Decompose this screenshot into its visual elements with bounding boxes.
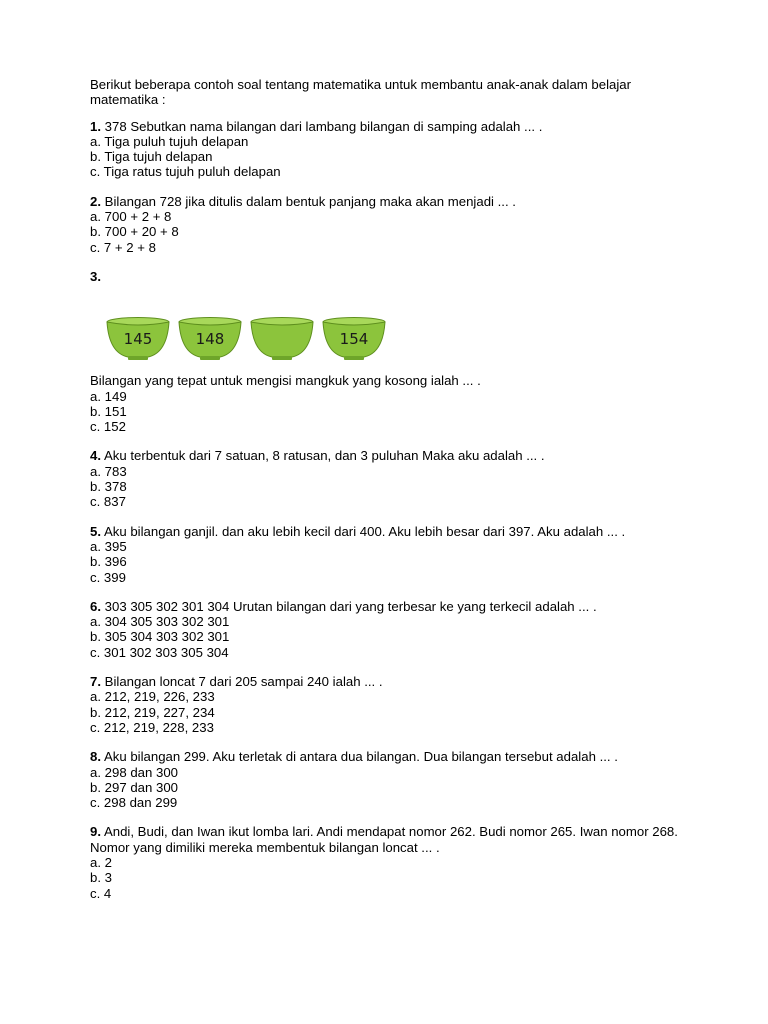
option-c: c. Tiga ratus tujuh puluh delapan	[90, 164, 281, 180]
option-c: c. 837	[90, 494, 126, 510]
option-b: b. 151	[90, 403, 127, 419]
option-a: a. 783	[90, 463, 127, 479]
option-b: b. Tiga tujuh delapan	[90, 149, 213, 165]
bowl-1	[106, 317, 170, 361]
question-text	[90, 269, 690, 284]
option-b: b. 305 304 303 302 301	[90, 629, 230, 645]
option-a: a. 2	[90, 854, 112, 870]
intro-text: Berikut beberapa contoh soal tentang matematika untuk membantu anak-anak dalam belajar matematika :	[90, 77, 632, 108]
document-content	[90, 77, 690, 915]
question-text	[90, 824, 690, 855]
question-2	[90, 194, 690, 255]
option-b: b. 378	[90, 479, 127, 495]
question-body: Aku bilangan ganjil. dan aku lebih kecil dari 400. Aku lebih besar dari 397. Aku adalah ... .	[103, 523, 626, 539]
option-c: c. 301 302 303 305 304	[90, 644, 229, 660]
question-8	[90, 749, 690, 810]
question-7	[90, 674, 690, 735]
option-c: c. 399	[90, 569, 126, 585]
question-number: 9.	[90, 824, 101, 840]
question-1	[90, 119, 690, 180]
option-a: a. 304 305 303 302 301	[90, 614, 230, 630]
question-6	[90, 599, 690, 660]
question-9	[90, 824, 690, 900]
option-a: a. 298 dan 300	[90, 764, 178, 780]
option-a: a. 395	[90, 538, 127, 554]
question-body: Bilangan 728 jika ditulis dalam bentuk panjang maka akan menjadi ... .	[104, 193, 516, 209]
bowl-3-empty	[250, 317, 314, 361]
empty-bowl-icon	[250, 317, 314, 361]
option-b: b. 396	[90, 554, 127, 570]
bowl-number: 145	[123, 330, 153, 349]
question-body: Bilangan yang tepat untuk mengisi mangkuk yang kosong ialah ... .	[90, 373, 481, 389]
option-b: b. 297 dan 300	[90, 779, 178, 795]
bowl-number: 148	[195, 330, 225, 349]
question-5	[90, 524, 690, 585]
question-body: 378 Sebutkan nama bilangan dari lambang bilangan di samping adalah ... .	[104, 118, 543, 134]
bowl-2	[178, 317, 242, 361]
bowl-row	[106, 317, 690, 361]
option-c: c. 4	[90, 885, 112, 901]
question-text	[90, 749, 690, 764]
question-number: 5.	[90, 523, 101, 539]
question-text	[90, 674, 690, 689]
option-a: a. 700 + 2 + 8	[90, 209, 172, 225]
question-text	[90, 194, 690, 209]
option-c: c. 298 dan 299	[90, 795, 178, 811]
option-b: b. 3	[90, 870, 112, 886]
question-text	[90, 119, 690, 134]
option-a: a. 149	[90, 388, 127, 404]
question-number: 3.	[90, 268, 101, 284]
option-b: b. 700 + 20 + 8	[90, 224, 179, 240]
option-c: c. 212, 219, 228, 233	[90, 719, 214, 735]
question-body: Aku bilangan 299. Aku terletak di antara dua bilangan. Dua bilangan tersebut adalah ... .	[103, 749, 618, 765]
bowl-number: 154	[339, 330, 369, 349]
question-body: 303 305 302 301 304 Urutan bilangan dari yang terbesar ke yang terkecil adalah ... .	[104, 598, 597, 614]
question-text	[90, 524, 690, 539]
option-b: b. 212, 219, 227, 234	[90, 704, 215, 720]
bowl-icon	[322, 317, 386, 361]
question-number: 6.	[90, 598, 101, 614]
question-number: 1.	[90, 118, 101, 134]
question-number: 2.	[90, 193, 101, 209]
question-text	[90, 448, 690, 463]
question-body: Andi, Budi, dan Iwan ikut lomba lari. Andi mendapat nomor 262. Budi nomor 265. Iwan nomor 268. Nomor yang dimiliki mereka membentuk bilangan loncat ... .	[90, 824, 678, 855]
question-body: Bilangan loncat 7 dari 205 sampai 240 ialah ... .	[104, 674, 383, 690]
option-a: a. 212, 219, 226, 233	[90, 689, 215, 705]
bowl-icon	[178, 317, 242, 361]
bowl-4	[322, 317, 386, 361]
question-4	[90, 448, 690, 509]
option-c: c. 152	[90, 419, 126, 435]
question-number: 7.	[90, 674, 101, 690]
question-3	[90, 269, 690, 434]
question-text	[90, 599, 690, 614]
option-c: c. 7 + 2 + 8	[90, 239, 156, 255]
question-number: 4.	[90, 448, 101, 464]
bowl-icon	[106, 317, 170, 361]
question-number: 8.	[90, 749, 101, 765]
question-body: Aku terbentuk dari 7 satuan, 8 ratusan, dan 3 puluhan Maka aku adalah ... .	[103, 448, 545, 464]
option-a: a. Tiga puluh tujuh delapan	[90, 133, 249, 149]
